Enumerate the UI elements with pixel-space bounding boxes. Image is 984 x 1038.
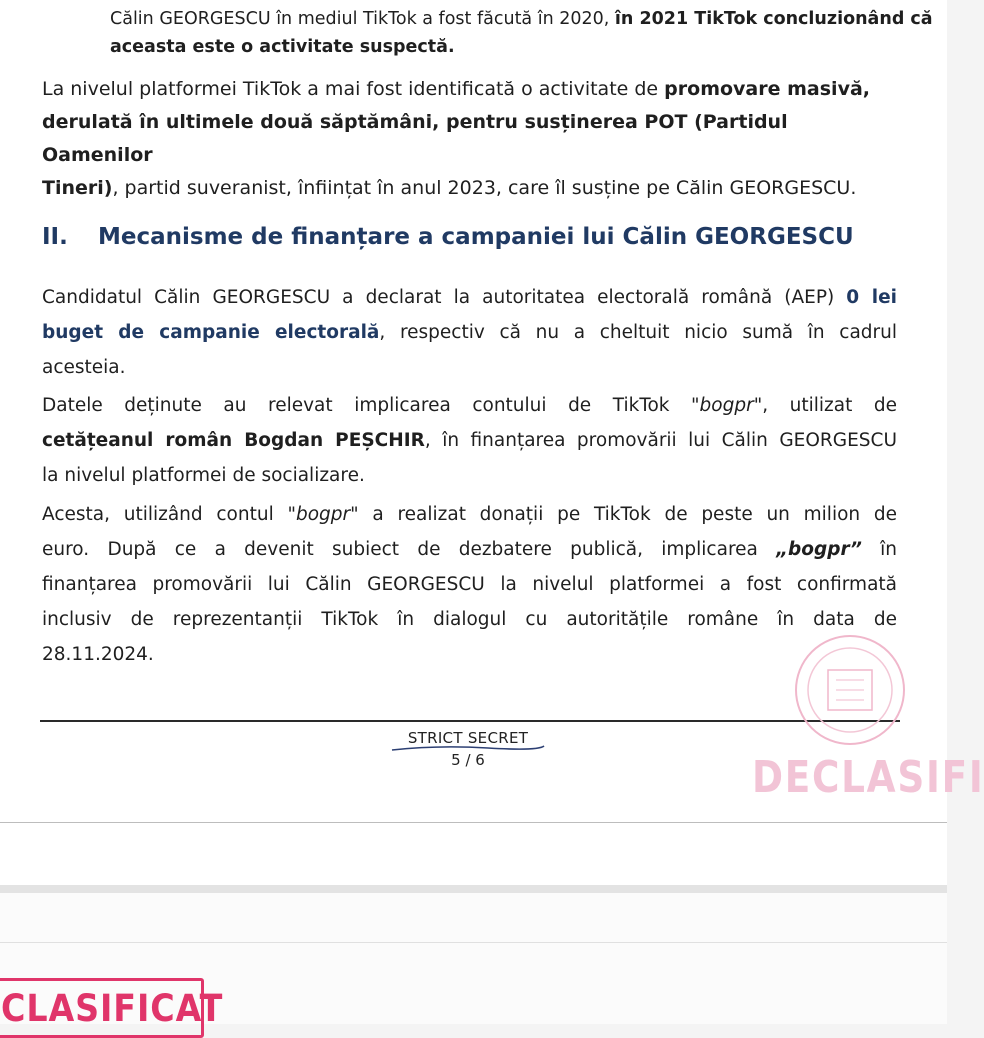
classified-stamp-text: CLASIFICAT: [1, 987, 224, 1030]
page-gap: [0, 885, 947, 893]
page-number: 5 / 6: [451, 751, 485, 769]
quote-line-1: Călin GEORGESCU în mediul TikTok a fost făcută în 2020, în 2021 TikTok concluzionând că: [110, 9, 933, 29]
classification-label: STRICT SECRET: [407, 729, 529, 747]
footer-separator: [40, 720, 900, 722]
paragraph-bogpr-account: Datele deținute au relevat implicarea contului de TikTok "bogpr", utilizat de cetățeanul român Bogdan PEȘCHIR, în finanțarea promovării lui Călin GEORGESCU la nivelul platformei de socializare.: [42, 395, 897, 486]
page-edge-line: [0, 822, 947, 823]
faded-declassified-stamp: DECLASIFI: [752, 752, 984, 803]
round-seal-stamp-icon: [788, 630, 913, 750]
quoted-fragment: [110, 5, 940, 61]
classified-stamp: [0, 978, 224, 1038]
section-heading: [42, 219, 897, 255]
quote-line-2: aceasta este o activitate suspectă.: [110, 37, 455, 57]
paragraph-pot-promotion: La nivelul platformei TikTok a mai fost identificată o activitate de promovare masivă, derulată în ultimele două săptămâni, pentru susținerea POT (Partidul Oamenilor Tineri), partid suveranist, înființat în anul 2023, care îl susține pe Călin GEORGESCU.: [42, 78, 870, 199]
page-6-header-line: [0, 942, 947, 943]
paragraph-donations: Acesta, utilizând contul "bogpr" a realizat donații pe TikTok de peste un milion de euro. După ce a devenit subiect de dezbatere publică, implicarea „bogpr” în finanțarea promovării lui Călin GEORGESCU la nivelul platformei a fost confirmată inclusiv de reprezentanții TikTok în dialogul cu autoritățile române în data de 28.11.2024.: [42, 504, 897, 665]
section-number: II.: [42, 224, 68, 250]
section-title: Mecanisme de finanțare a campaniei lui Călin GEORGESCU: [98, 224, 854, 250]
paragraph-campaign-budget: Candidatul Călin GEORGESCU a declarat la autoritatea electorală română (AEP) 0 lei buget de campanie electorală, respectiv că nu a cheltuit nicio sumă în cadrul acesteia.: [42, 287, 897, 378]
